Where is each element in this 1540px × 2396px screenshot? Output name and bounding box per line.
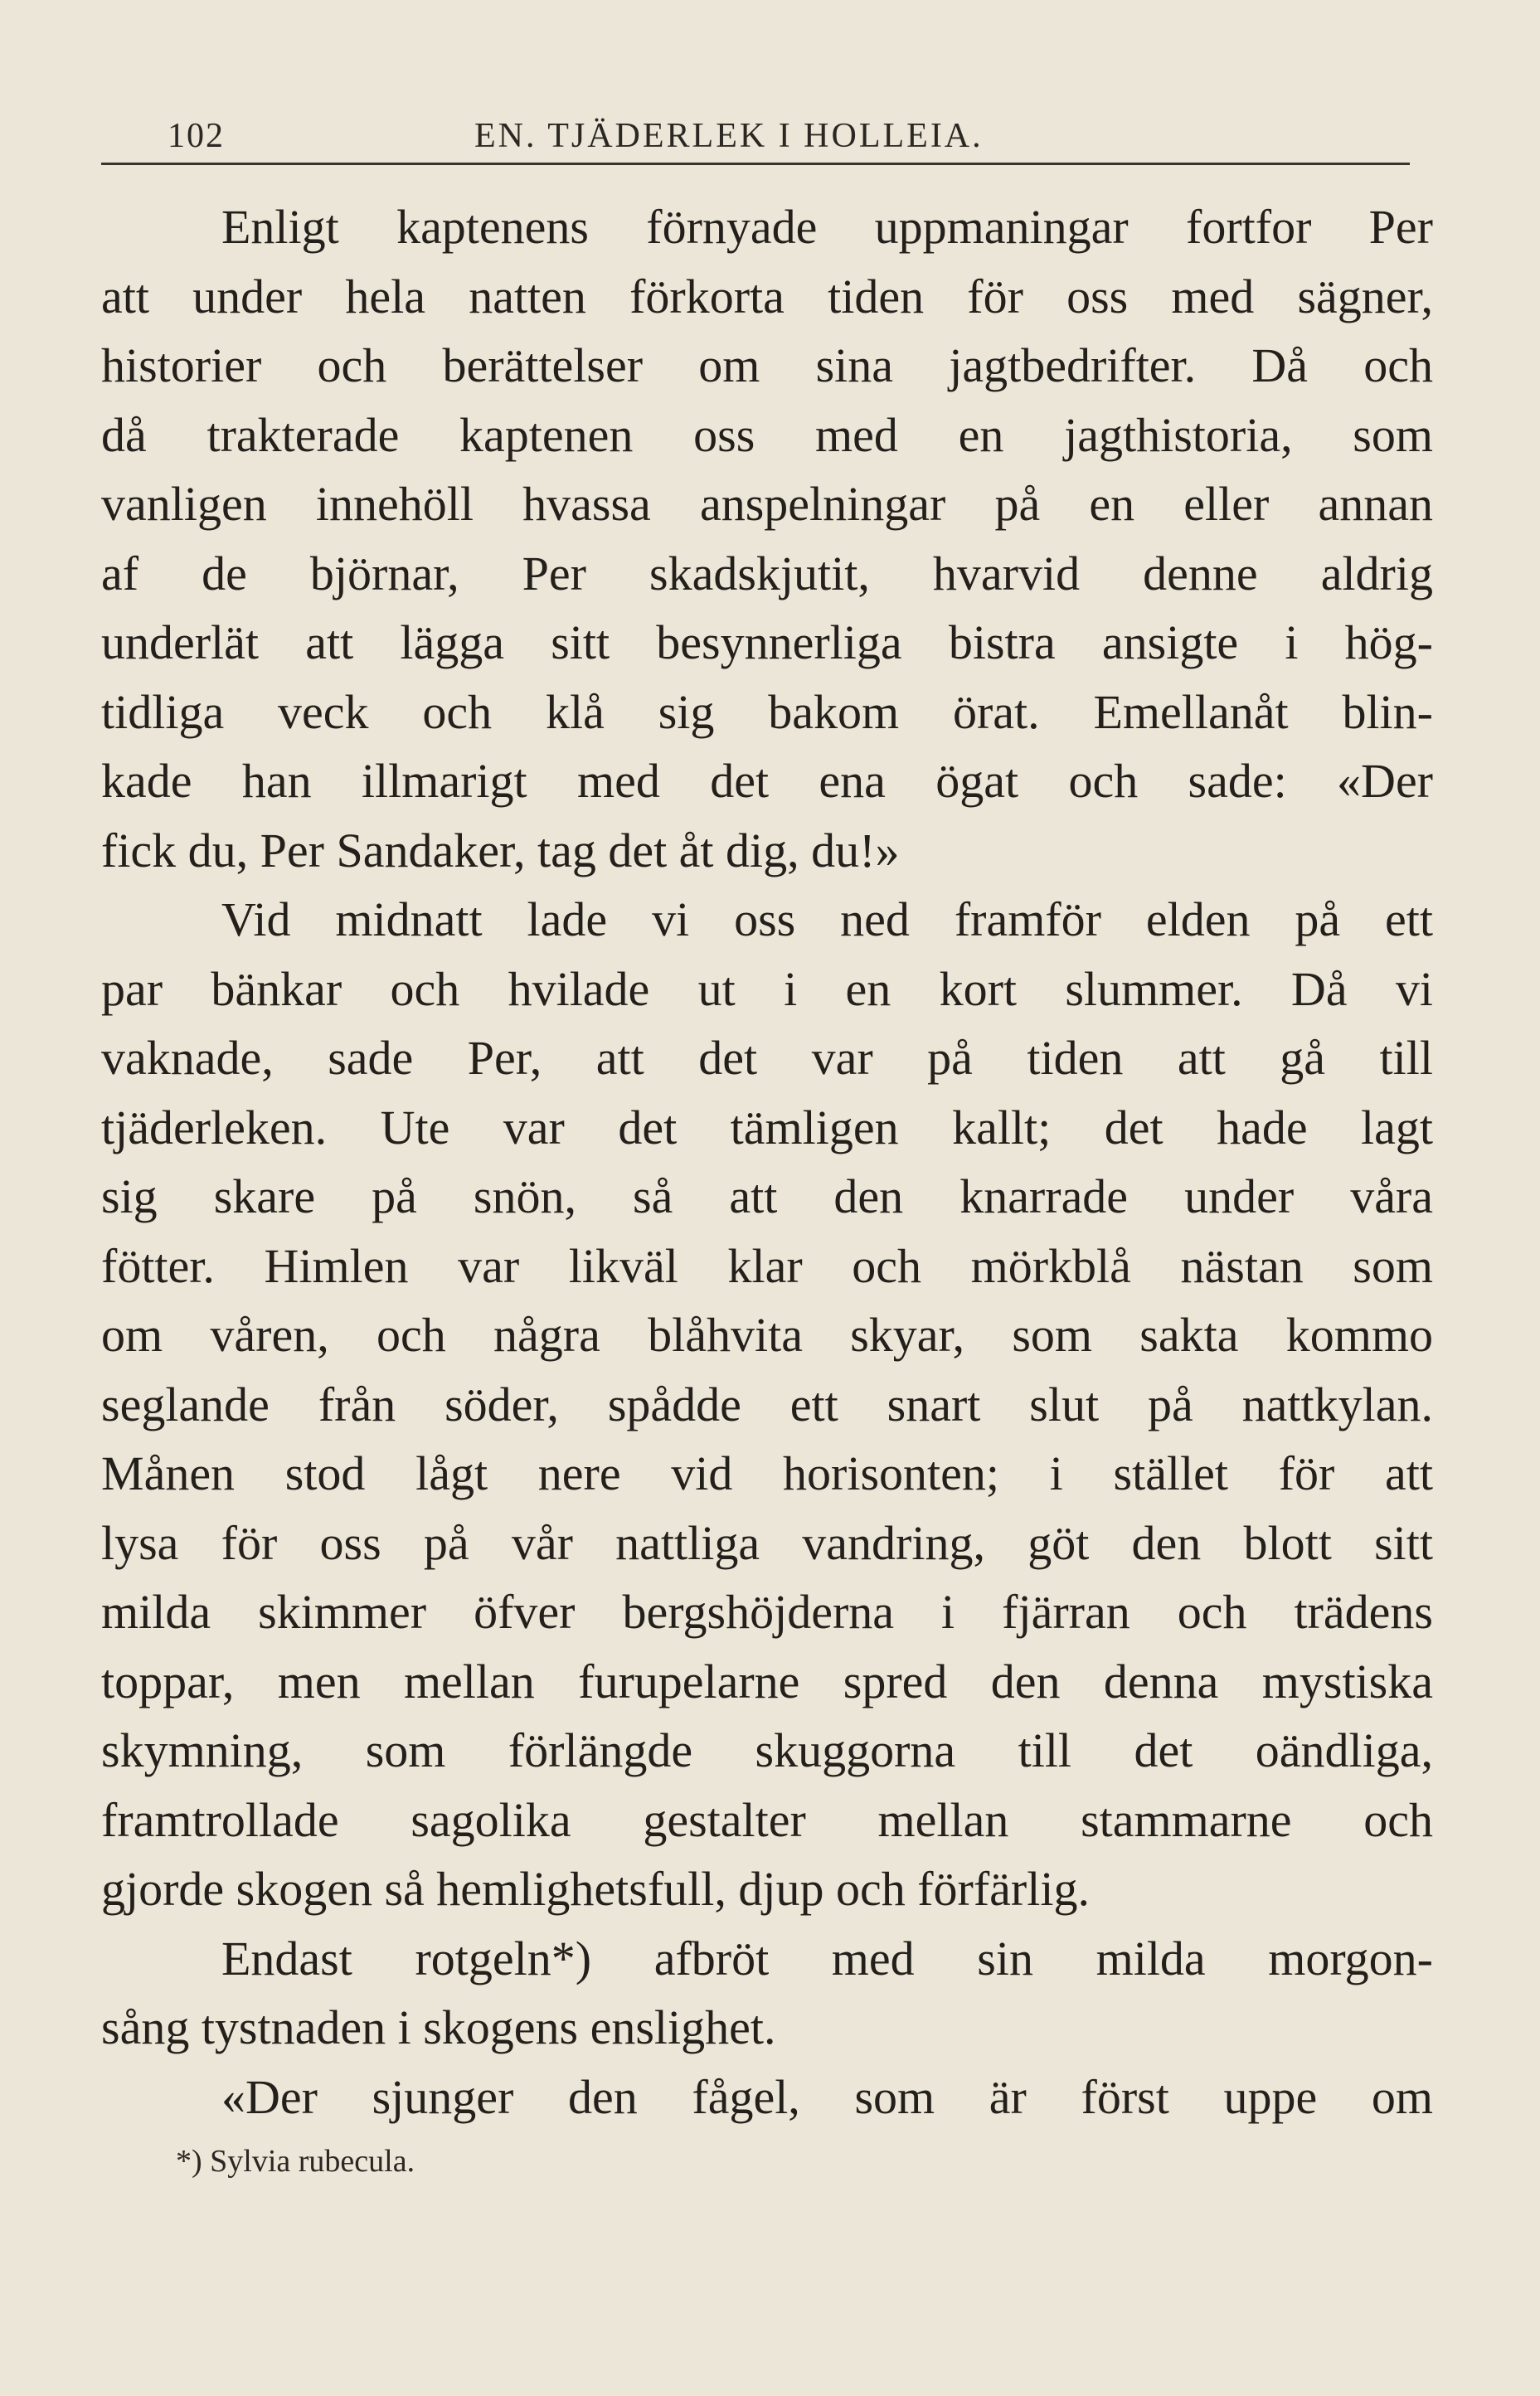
text-line: kade han illmarigt med det ena ögat och sade: «Der (101, 754, 1433, 808)
text-line: Enligt kaptenens förnyade uppmaningar fortfor Per (221, 200, 1433, 254)
page-header (101, 100, 1410, 166)
text-line: tidliga veck och klå sig bakom örat. Emellanåt blin- (101, 684, 1433, 739)
text-line: par bänkar och hvilade ut i en kort slummer. Då vi (101, 961, 1433, 1016)
text-line: skymning, som förlängde skuggorna till det oändliga, (101, 1723, 1433, 1777)
text-line: gjorde skogen så hemlighetsfull, djup och förfärlig. (101, 1862, 1090, 1916)
text-line: lysa för oss på vår nattliga vandring, göt den blott sitt (101, 1515, 1433, 1570)
running-title: EN. TJÄDERLEK I HOLLEIA. (474, 117, 984, 155)
header-rule (101, 163, 1410, 165)
text-line: om våren, och några blåhvita skyar, som sakta kommo (101, 1308, 1433, 1362)
text-line: sång tystnaden i skogens enslighet. (101, 2000, 776, 2054)
text-line: sig skare på snön, så att den knarrade under våra (101, 1169, 1433, 1223)
page-number: 102 (168, 117, 225, 155)
text-line: Vid midnatt lade vi oss ned framför elden på ett (221, 892, 1433, 946)
text-line: vaknade, sade Per, att det var på tiden att gå till (101, 1031, 1433, 1085)
text-line: historier och berättelser om sina jagtbedrifter. Då och (101, 338, 1433, 392)
text-line: af de björnar, Per skadskjutit, hvarvid denne aldrig (101, 546, 1433, 600)
text-line: fötter. Himlen var likväl klar och mörkblå nästan som (101, 1238, 1433, 1293)
text-line: vanligen innehöll hvassa anspelningar på en eller annan (101, 477, 1433, 531)
text-line: Månen stod lågt nere vid horisonten; i stället för att (101, 1446, 1433, 1500)
body-text (101, 192, 1433, 2131)
text-line: «Der sjunger den fågel, som är först uppe om (221, 2069, 1433, 2124)
text-line: framtrollade sagolika gestalter mellan stammarne och (101, 1792, 1433, 1847)
text-line: seglande från söder, spådde ett snart slut på nattkylan. (101, 1377, 1433, 1431)
text-line: underlät att lägga sitt besynnerliga bistra ansigte i hög- (101, 615, 1433, 669)
text-line: toppar, men mellan furupelarne spred den denna mystiska (101, 1654, 1433, 1708)
text-line: Endast rotgeln*) afbröt med sin milda morgon- (221, 1931, 1433, 1985)
text-line: att under hela natten förkorta tiden för oss med sägner, (101, 269, 1433, 323)
text-line: milda skimmer öfver bergshöjderna i fjärran och trädens (101, 1585, 1433, 1639)
text-line: då trakterade kaptenen oss med en jagthistoria, som (101, 407, 1433, 462)
text-line: tjäderleken. Ute var det tämligen kallt; det hade lagt (101, 1100, 1433, 1154)
footnote: *) Sylvia rubecula. (176, 2144, 415, 2179)
text-line: fick du, Per Sandaker, tag det åt dig, du!» (101, 823, 900, 877)
